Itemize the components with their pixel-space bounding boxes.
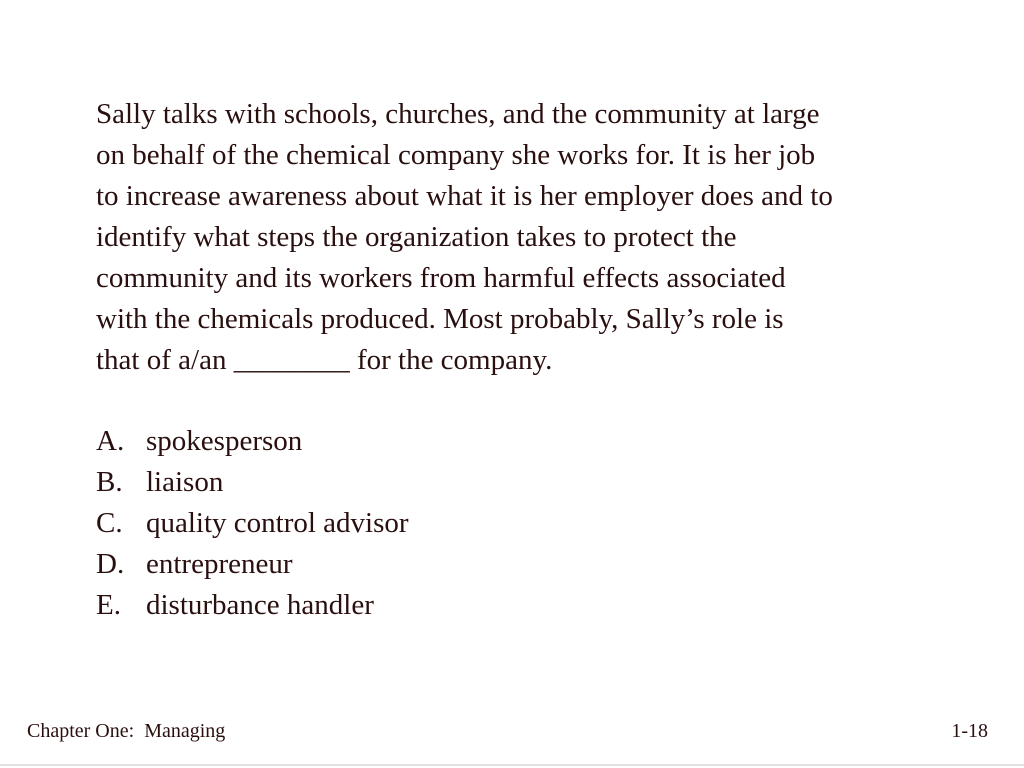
answer-option-b: [96, 462, 796, 503]
answer-option-d: [96, 544, 796, 585]
footer-divider: [0, 764, 1024, 766]
option-letter: A.: [96, 425, 125, 457]
question-text: [96, 94, 976, 381]
question-line: to increase awareness about what it is her employer does and to: [96, 180, 833, 212]
option-text: spokesperson: [146, 425, 303, 457]
footer-page-number: 1-18: [951, 720, 988, 742]
option-text: disturbance handler: [146, 589, 374, 621]
option-letter: E.: [96, 589, 121, 621]
option-letter: B.: [96, 466, 123, 498]
answer-option-e: [96, 585, 796, 626]
answer-options: [96, 421, 796, 626]
option-text: entrepreneur: [146, 548, 293, 580]
option-text: liaison: [146, 466, 224, 498]
question-line: identify what steps the organization takes to protect the: [96, 221, 737, 253]
question-line: community and its workers from harmful effects associated: [96, 262, 786, 294]
question-line: Sally talks with schools, churches, and the community at large: [96, 98, 820, 130]
answer-option-c: [96, 503, 796, 544]
question-line: that of a/an ________ for the company.: [96, 344, 553, 376]
question-line: with the chemicals produced. Most probably, Sally’s role is: [96, 303, 784, 335]
footer-chapter: Chapter One: Managing: [27, 720, 226, 742]
answer-option-a: [96, 421, 796, 462]
option-letter: D.: [96, 548, 125, 580]
option-text: quality control advisor: [146, 507, 409, 539]
question-line: on behalf of the chemical company she works for. It is her job: [96, 139, 816, 171]
option-letter: C.: [96, 507, 123, 539]
